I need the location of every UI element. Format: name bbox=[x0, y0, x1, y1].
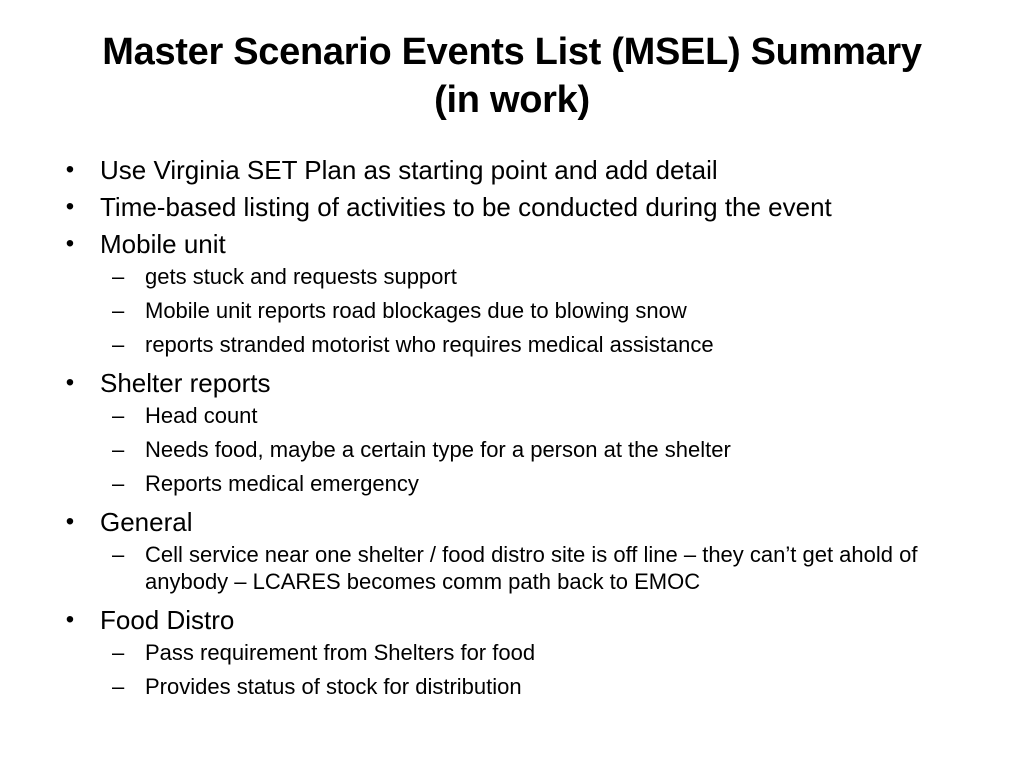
bullet-item bbox=[60, 152, 960, 188]
bullet-marker: • bbox=[65, 606, 75, 633]
sub-item bbox=[60, 436, 960, 463]
sub-item-text: Pass requirement from Shelters for food bbox=[145, 640, 536, 665]
title-line-1: Master Scenario Events List (MSEL) Summary bbox=[102, 31, 922, 73]
dash-marker: – bbox=[112, 298, 125, 323]
bullet-marker: • bbox=[65, 156, 75, 183]
bullet-item bbox=[60, 602, 960, 638]
sub-item bbox=[60, 541, 960, 595]
bullet-text: General bbox=[100, 507, 193, 537]
sub-list bbox=[60, 402, 960, 497]
sub-list bbox=[60, 541, 960, 595]
sub-list bbox=[60, 639, 960, 700]
title-line-2: (in work) bbox=[434, 79, 590, 121]
bullet-text: Food Distro bbox=[100, 605, 235, 635]
slide-title bbox=[60, 28, 964, 124]
sub-item bbox=[60, 673, 960, 700]
bullet-marker: • bbox=[65, 508, 75, 535]
sub-list bbox=[60, 263, 960, 358]
sub-item bbox=[60, 639, 960, 666]
bullet-item bbox=[60, 226, 960, 262]
sub-item-text: gets stuck and requests support bbox=[145, 264, 457, 289]
dash-marker: – bbox=[112, 437, 125, 462]
dash-marker: – bbox=[112, 674, 125, 699]
bullet-text: Mobile unit bbox=[100, 229, 226, 259]
bullet-item bbox=[60, 365, 960, 401]
dash-marker: – bbox=[112, 471, 125, 496]
sub-item-text: Cell service near one shelter / food distro site is off line – they can’t get ahold of anybody – LCARES becomes comm path back to EMOC bbox=[145, 542, 918, 594]
dash-marker: – bbox=[112, 332, 125, 357]
dash-marker: – bbox=[112, 542, 125, 567]
dash-marker: – bbox=[112, 403, 125, 428]
sub-item bbox=[60, 470, 960, 497]
sub-item-text: Provides status of stock for distribution bbox=[145, 674, 522, 699]
sub-item bbox=[60, 402, 960, 429]
bullet-text: Use Virginia SET Plan as starting point and add detail bbox=[100, 155, 718, 185]
bullet-text: Time-based listing of activities to be conducted during the event bbox=[100, 192, 832, 222]
dash-marker: – bbox=[112, 640, 125, 665]
bullet-marker: • bbox=[65, 193, 75, 220]
bullet-item bbox=[60, 504, 960, 540]
bullet-text: Shelter reports bbox=[100, 368, 271, 398]
sub-item-text: reports stranded motorist who requires medical assistance bbox=[145, 332, 714, 357]
bullet-list bbox=[60, 152, 960, 707]
bullet-marker: • bbox=[65, 230, 75, 257]
sub-item bbox=[60, 263, 960, 290]
bullet-marker: • bbox=[65, 369, 75, 396]
sub-item bbox=[60, 297, 960, 324]
sub-item-text: Head count bbox=[145, 403, 258, 428]
sub-item-text: Reports medical emergency bbox=[145, 471, 419, 496]
sub-item bbox=[60, 331, 960, 358]
sub-item-text: Needs food, maybe a certain type for a person at the shelter bbox=[145, 437, 731, 462]
dash-marker: – bbox=[112, 264, 125, 289]
sub-item-text: Mobile unit reports road blockages due to blowing snow bbox=[145, 298, 687, 323]
bullet-item bbox=[60, 189, 960, 225]
